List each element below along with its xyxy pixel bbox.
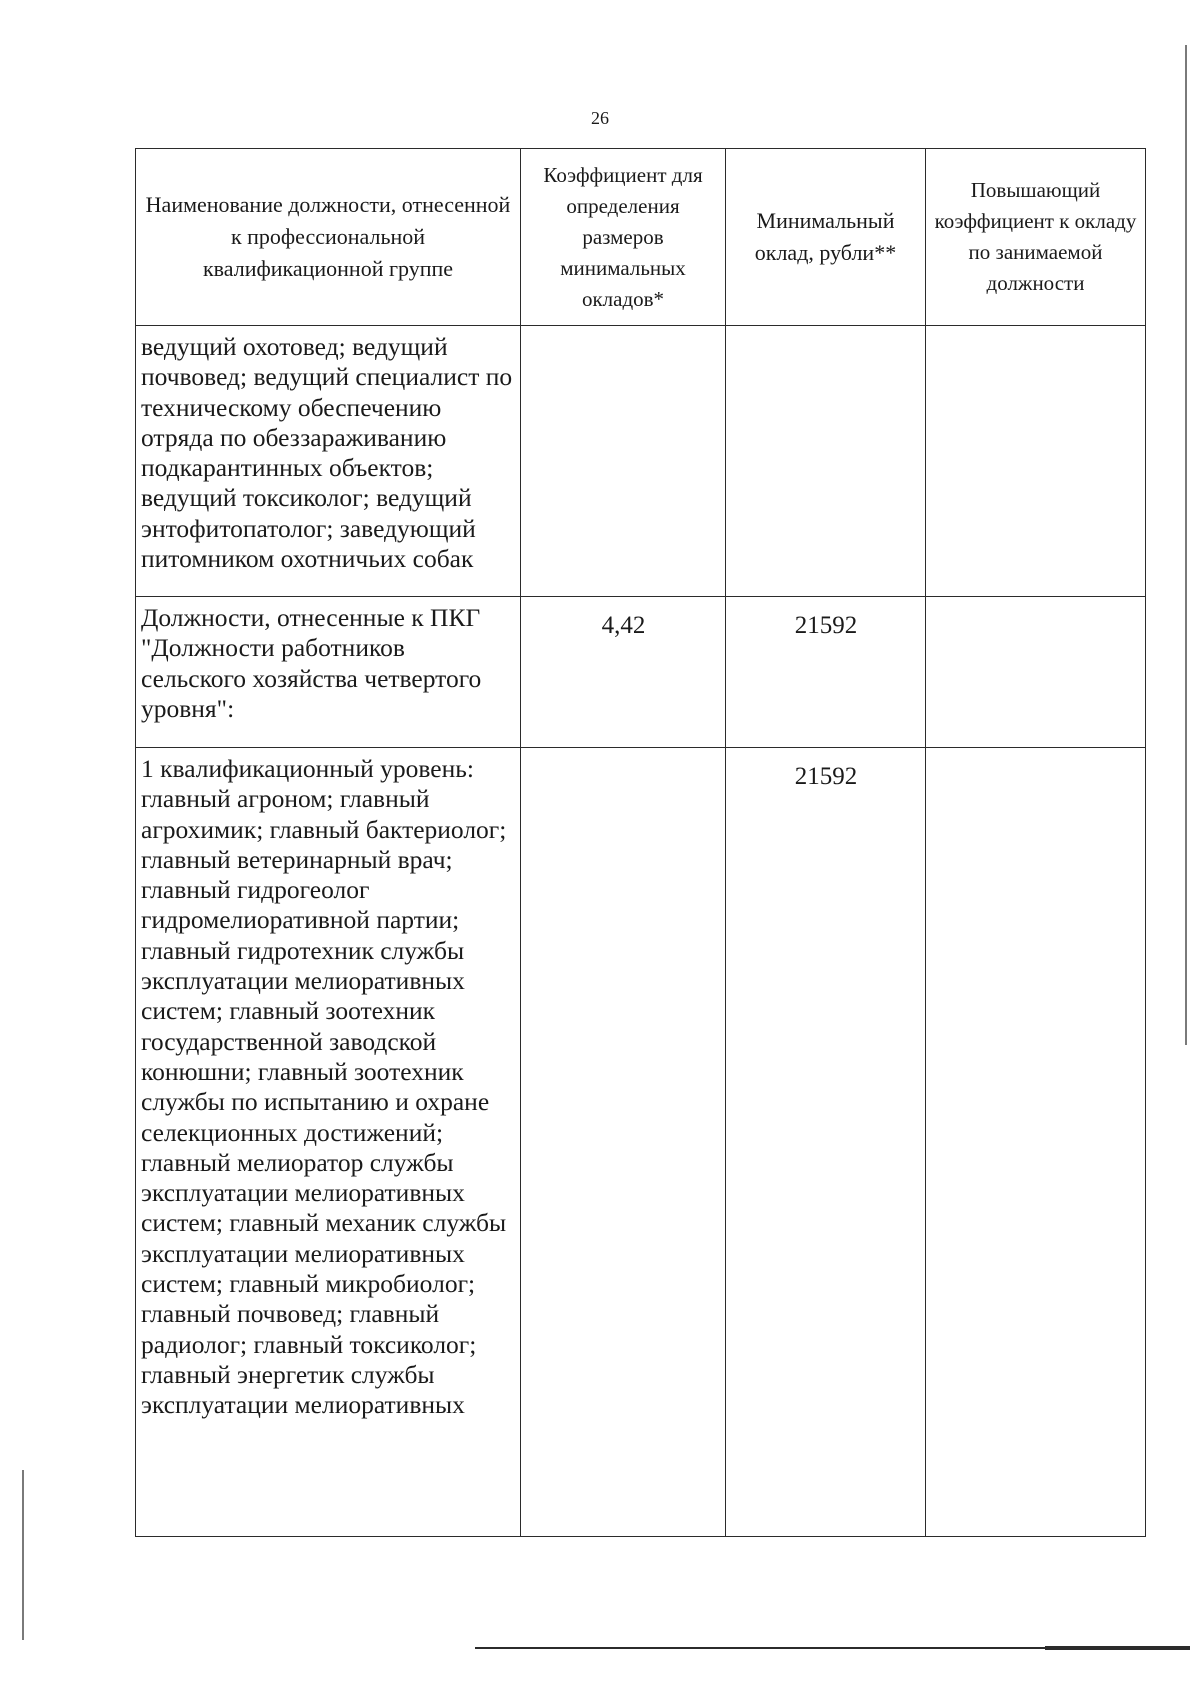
bottom-rule-accent [1045, 1646, 1190, 1650]
page-number: 26 [591, 108, 609, 128]
min-salary-cell: 21592 [726, 748, 926, 1537]
raising-coefficient-cell [926, 326, 1146, 597]
header-raising-coefficient: Повышающий коэффициент к окладу по занимаемой должности [926, 149, 1146, 326]
coefficient-cell: 4,42 [521, 597, 726, 748]
coefficient-cell [521, 326, 726, 597]
header-position-name: Наименование должности, отнесенной к профессиональной квалификационной группе [136, 149, 521, 326]
table-row [136, 326, 1146, 597]
table-row [136, 748, 1146, 1537]
min-salary-cell: 21592 [726, 597, 926, 748]
table-header-row [136, 149, 1146, 326]
position-name-cell: 1 квалификационный уровень: главный агроном; главный агрохимик; главный бактериолог; главный ветеринарный врач; главный гидрогеолог гидромелиоративной партии; главный гидротехник службы эксплуатации мелиоративных систем; главный зоотехник государственной заводской конюшни; главный зоотехник службы по испытанию и охране селекционных достижений; главный мелиоратор службы эксплуатации мелиоративных систем; главный механик службы эксплуатации мелиоративных систем; главный микробиолог; главный почвовед; главный радиолог; главный токсиколог; главный энергетик службы эксплуатации мелиоративных [136, 748, 521, 1537]
scan-edge-line [22, 1470, 24, 1640]
min-salary-cell [726, 326, 926, 597]
position-name-cell: Должности, отнесенные к ПКГ "Должности работников сельского хозяйства четвертого уровня": [136, 597, 521, 748]
raising-coefficient-cell [926, 748, 1146, 1537]
header-min-salary: Минимальный оклад, рубли** [726, 149, 926, 326]
coefficient-cell [521, 748, 726, 1537]
table-row [136, 597, 1146, 748]
salary-table [135, 148, 1146, 1537]
scan-edge-line [1185, 45, 1187, 1045]
raising-coefficient-cell [926, 597, 1146, 748]
header-coefficient: Коэффициент для определения размеров минимальных окладов* [521, 149, 726, 326]
position-name-cell: ведущий охотовед; ведущий почвовед; ведущий специалист по техническому обеспечению отряда по обеззараживанию подкарантинных объектов; ведущий токсиколог; ведущий энтофитопатолог; заведующий питомником охотничьих собак [136, 326, 521, 597]
